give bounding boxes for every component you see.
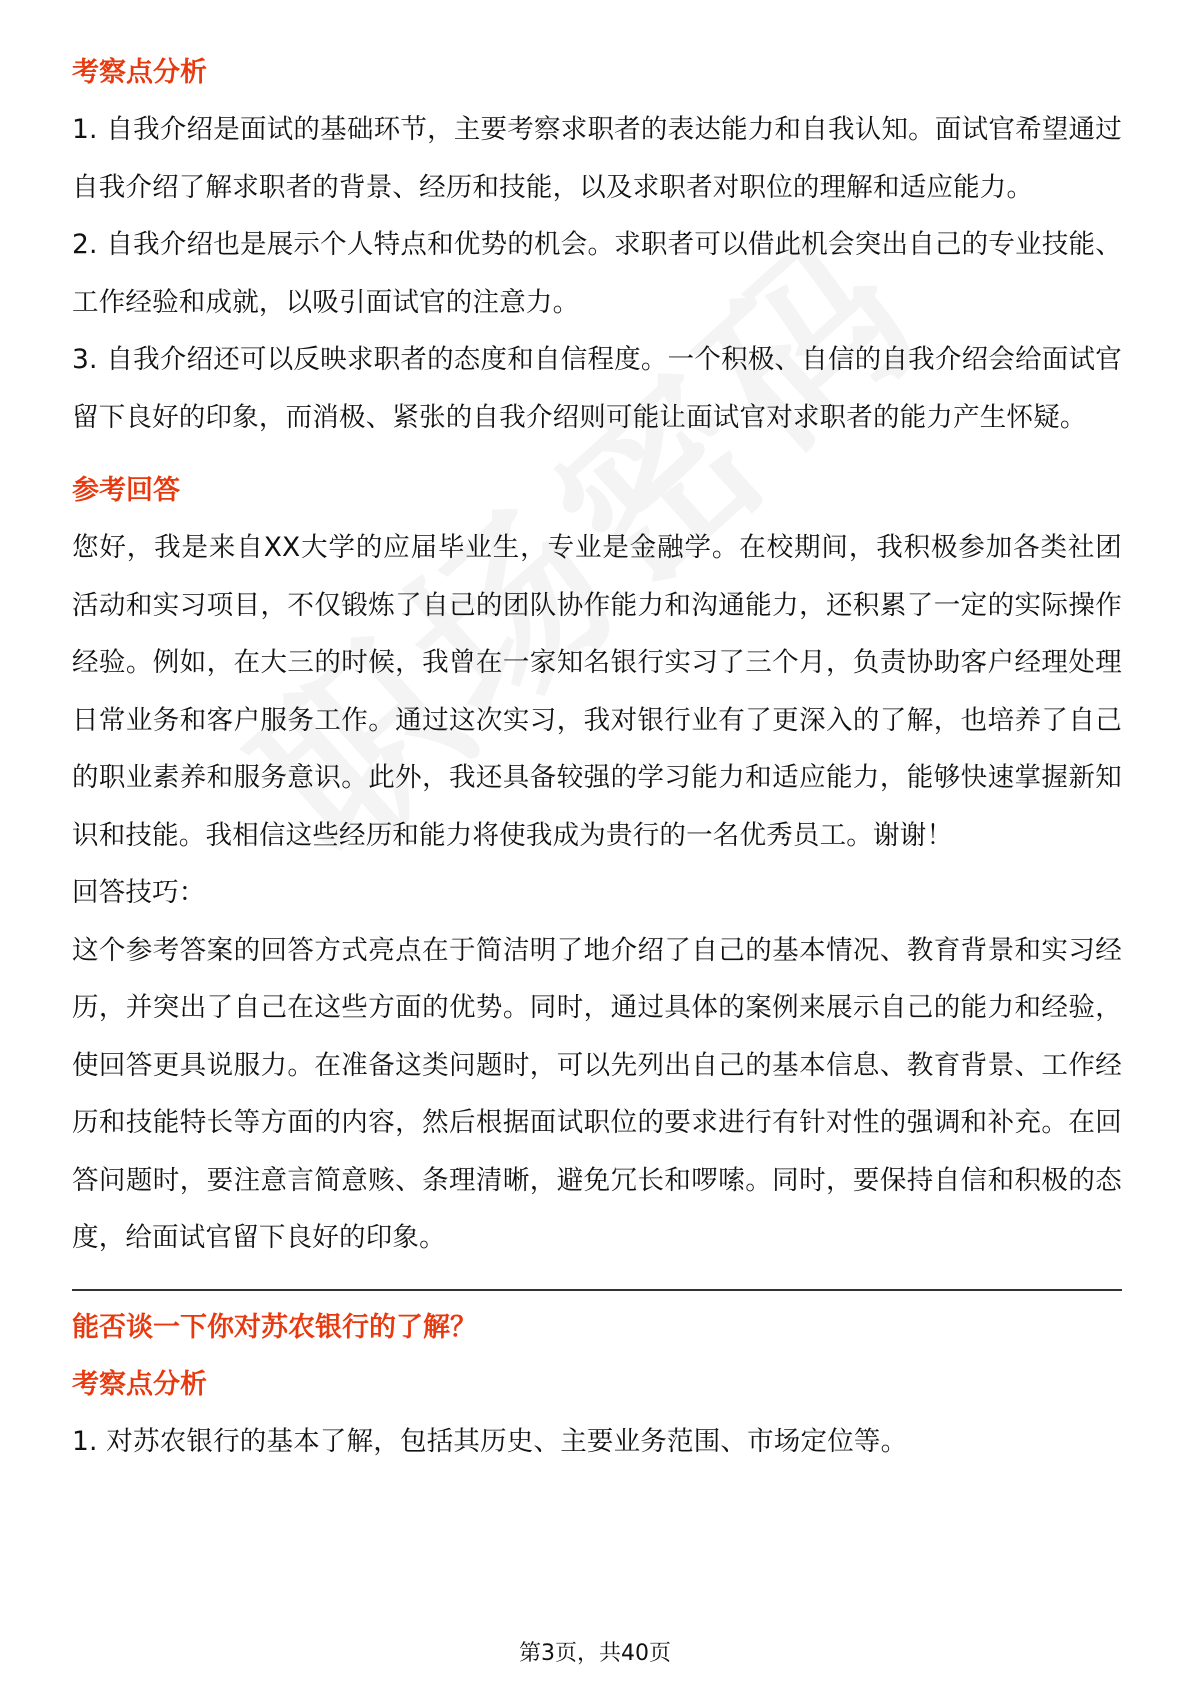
reference-answer-text: 您好，我是来自XX大学的应届毕业生，专业是金融学。在校期间，我积极参加各类社团活动和实习项目，不仅锻炼了自己的团队协作能力和沟通能力，还积累了一定的实际操作经验。例如，在大三的时候，我曾在一家知名银行实习了三个月，负责协助客户经理处理日常业务和客户服务工作。通过这次实习，我对银行业有了更深入的了解，也培养了自己的职业素养和服务意识。此外，我还具备较强的学习能力和适应能力，能够快速掌握新知识和技能。我相信这些经历和能力将使我成为贵行的一名优秀员工。谢谢！: [72, 532, 1122, 851]
reference-answer-heading: 参考回答: [72, 475, 180, 506]
document-body: [72, 44, 1122, 1470]
analysis-item-2: 2. 自我介绍也是展示个人特点和优势的机会。求职者可以借此机会突出自己的专业技能、工作经验和成就，以吸引面试官的注意力。: [72, 229, 1122, 318]
analysis-heading-2: 考察点分析: [72, 1368, 207, 1400]
answer-tips-text: 这个参考答案的回答方式亮点在于简洁明了地介绍了自己的基本情况、教育背景和实习经历，并突出了自己在这些方面的优势。同时，通过具体的案例来展示自己的能力和经验，使回答更具说服力。在准备这类问题时，可以先列出自己的基本信息、教育背景、工作经历和技能特长等方面的内容，然后根据面试职位的要求进行有针对性的强调和补充。在回答问题时，要注意言简意赅、条理清晰，避免冗长和啰嗦。同时，要保持自信和积极的态度，给面试官留下良好的印象。: [72, 934, 1122, 1253]
answer-tips-label: 回答技巧：: [72, 877, 206, 908]
analysis-item-q2-1: 1. 对苏农银行的基本了解，包括其历史、主要业务范围、市场定位等。: [72, 1425, 908, 1457]
analysis-item-1: 1. 自我介绍是面试的基础环节，主要考察求职者的表达能力和自我认知。面试官希望通过自我介绍了解求职者的背景、经历和技能，以及求职者对职位的理解和适应能力。: [72, 114, 1122, 203]
question-title: 能否谈一下你对苏农银行的了解？: [72, 1311, 477, 1343]
page-number: 第3页，共40页: [519, 1641, 671, 1666]
analysis-heading: 考察点分析: [72, 57, 207, 88]
section-divider: [72, 1289, 1122, 1291]
analysis-item-3: 3. 自我介绍还可以反映求职者的态度和自信程度。一个积极、自信的自我介绍会给面试官留下良好的印象，而消极、紧张的自我介绍则可能让面试官对求职者的能力产生怀疑。: [72, 344, 1122, 433]
